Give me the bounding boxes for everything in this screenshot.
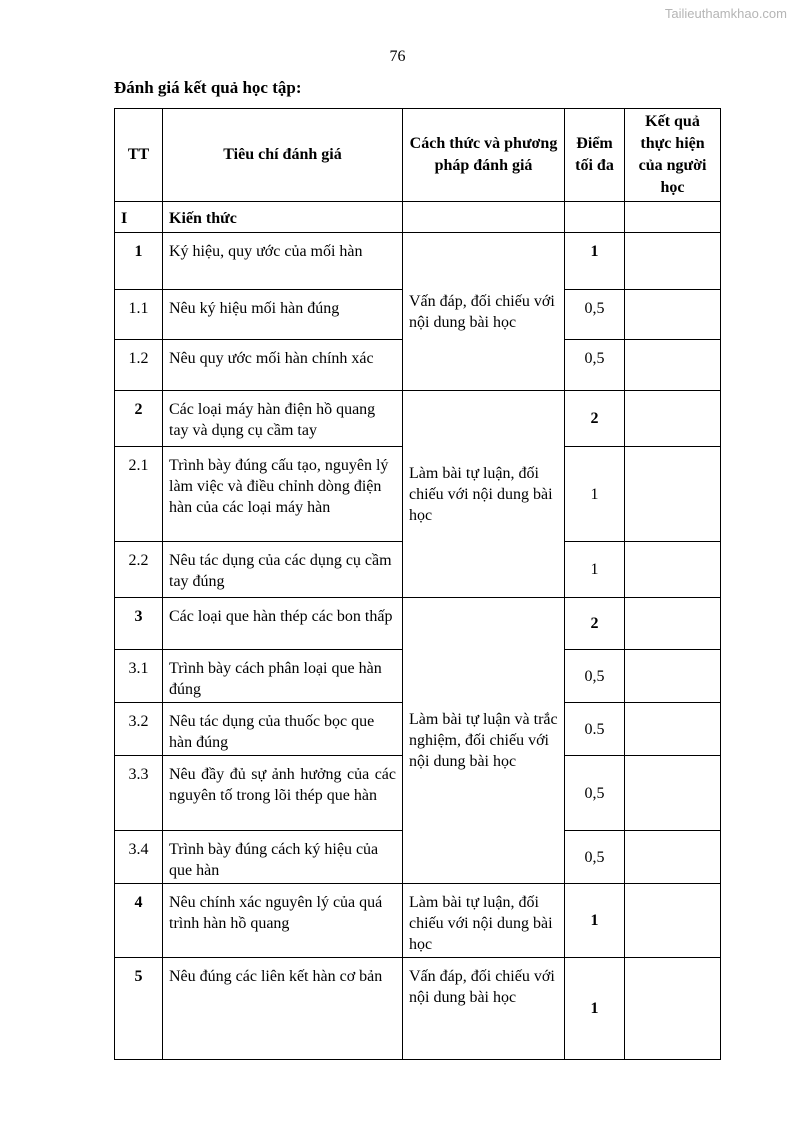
row-result[interactable] <box>625 831 721 884</box>
table-row <box>115 233 721 290</box>
row-score: 1 <box>565 884 625 958</box>
row-criterion: Các loại máy hàn điện hồ quang tay và dụng cụ cầm tay <box>163 391 403 447</box>
row-tt: 5 <box>115 958 163 1060</box>
row-tt: 4 <box>115 884 163 958</box>
table-header-row <box>115 109 721 202</box>
row-criterion: Nêu đầy đủ sự ảnh hưởng của các nguyên tố trong lõi thép que hàn <box>163 756 403 831</box>
row-tt: 2.2 <box>115 542 163 598</box>
row-criterion: Trình bày đúng cách ký hiệu của que hàn <box>163 831 403 884</box>
row-tt: 1 <box>115 233 163 290</box>
row-score: 1 <box>565 447 625 542</box>
row-method: Vấn đáp, đối chiếu với nội dung bài học <box>403 233 565 391</box>
header-result: Kết quả thực hiện của người học <box>625 109 721 202</box>
header-method: Cách thức và phương pháp đánh giá <box>403 109 565 202</box>
row-result[interactable] <box>625 703 721 756</box>
row-score: 1 <box>565 233 625 290</box>
table-row <box>115 391 721 447</box>
row-method: Làm bài tự luận, đối chiếu với nội dung bài học <box>403 884 565 958</box>
row-score: 2 <box>565 598 625 650</box>
row-result[interactable] <box>625 447 721 542</box>
row-result[interactable] <box>625 340 721 391</box>
section-row <box>115 202 721 233</box>
row-criterion: Các loại que hàn thép các bon thấp <box>163 598 403 650</box>
row-score: 0.5 <box>565 703 625 756</box>
watermark: Tailieuthamkhao.com <box>664 6 787 21</box>
row-criterion: Nêu đúng các liên kết hàn cơ bản <box>163 958 403 1060</box>
row-criterion: Ký hiệu, quy ước của mối hàn <box>163 233 403 290</box>
table-row <box>115 958 721 1060</box>
section-label: Kiến thức <box>163 202 403 233</box>
row-tt: 1.2 <box>115 340 163 391</box>
row-result[interactable] <box>625 650 721 703</box>
row-result[interactable] <box>625 391 721 447</box>
assessment-table <box>114 108 721 1060</box>
page-number: 76 <box>389 48 406 65</box>
row-score: 0,5 <box>565 831 625 884</box>
row-result[interactable] <box>625 290 721 340</box>
row-result[interactable] <box>625 598 721 650</box>
row-score: 2 <box>565 391 625 447</box>
row-score: 1 <box>565 542 625 598</box>
row-result[interactable] <box>625 233 721 290</box>
row-tt: 3.3 <box>115 756 163 831</box>
row-criterion: Nêu chính xác nguyên lý của quá trình hàn hồ quang <box>163 884 403 958</box>
row-result[interactable] <box>625 756 721 831</box>
row-criterion: Trình bày đúng cấu tạo, nguyên lý làm việc và điều chỉnh dòng điện hàn của các loại máy hàn <box>163 447 403 542</box>
header-max-score: Điểm tối đa <box>565 109 625 202</box>
row-method: Làm bài tự luận, đối chiếu với nội dung bài học <box>403 391 565 598</box>
row-score: 0,5 <box>565 290 625 340</box>
row-tt: 3.1 <box>115 650 163 703</box>
row-result[interactable] <box>625 884 721 958</box>
row-criterion: Trình bày cách phân loại que hàn đúng <box>163 650 403 703</box>
row-tt: 3.4 <box>115 831 163 884</box>
header-criterion: Tiêu chí đánh giá <box>163 109 403 202</box>
row-tt: 2 <box>115 391 163 447</box>
section-tt: I <box>115 202 163 233</box>
row-criterion: Nêu tác dụng của thuốc bọc que hàn đúng <box>163 703 403 756</box>
row-tt: 1.1 <box>115 290 163 340</box>
row-criterion: Nêu ký hiệu mối hàn đúng <box>163 290 403 340</box>
header-tt: TT <box>115 109 163 202</box>
row-score: 0,5 <box>565 756 625 831</box>
section-title: Đánh giá kết quả học tập: <box>114 78 302 97</box>
row-score: 0,5 <box>565 340 625 391</box>
table-row <box>115 598 721 650</box>
row-criterion: Nêu tác dụng của các dụng cụ cầm tay đúng <box>163 542 403 598</box>
row-tt: 3.2 <box>115 703 163 756</box>
row-score: 0,5 <box>565 650 625 703</box>
row-criterion: Nêu quy ước mối hàn chính xác <box>163 340 403 391</box>
row-method: Vấn đáp, đối chiếu với nội dung bài học <box>403 958 565 1060</box>
row-tt: 3 <box>115 598 163 650</box>
row-tt: 2.1 <box>115 447 163 542</box>
row-result[interactable] <box>625 542 721 598</box>
row-result[interactable] <box>625 958 721 1060</box>
row-method: Làm bài tự luận và trắc nghiệm, đối chiếu với nội dung bài học <box>403 598 565 884</box>
row-score: 1 <box>565 958 625 1060</box>
table-row <box>115 884 721 958</box>
